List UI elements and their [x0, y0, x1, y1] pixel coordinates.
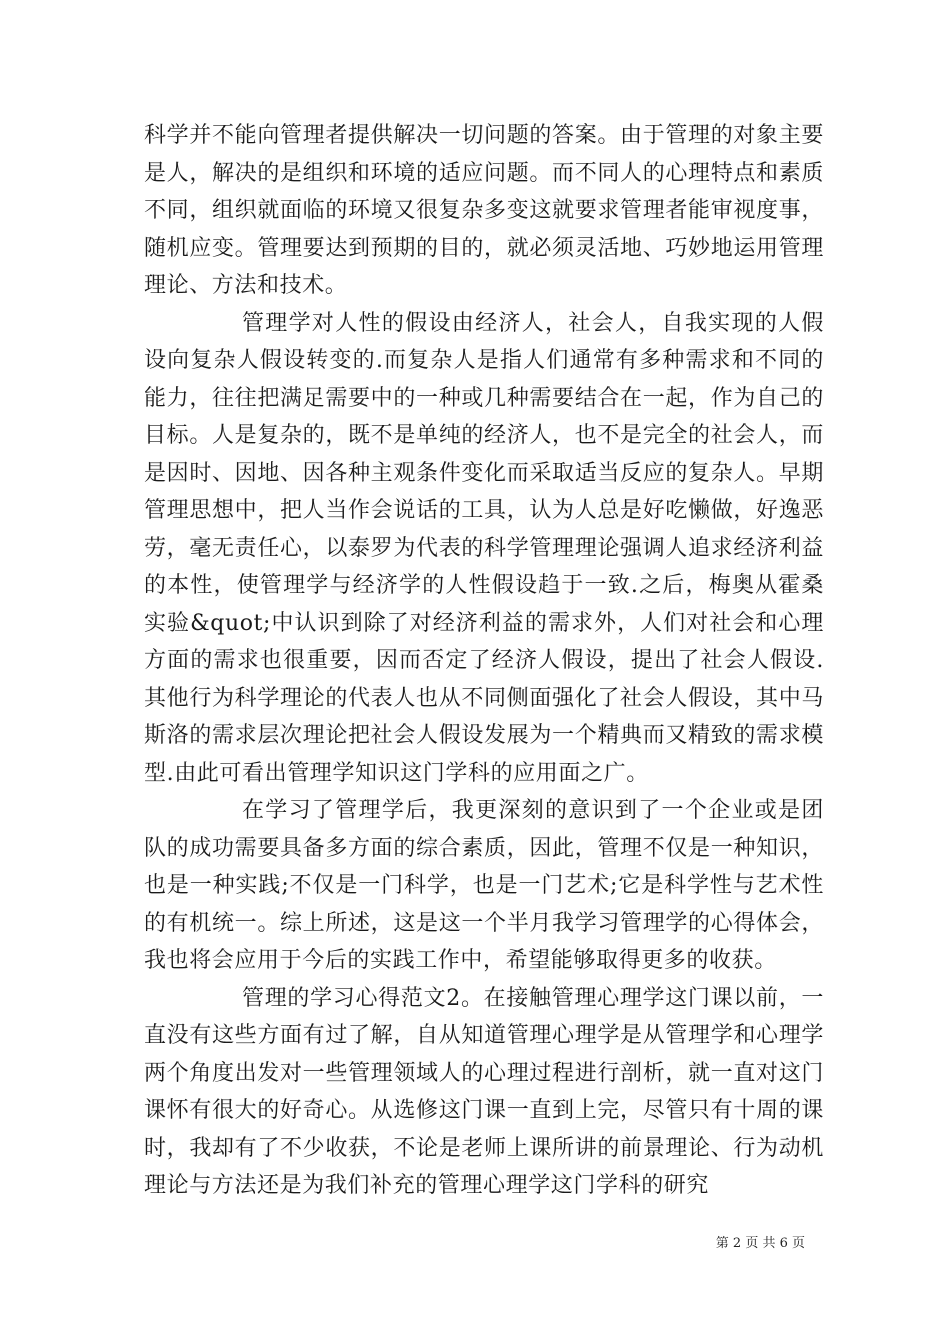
document-body [144, 117, 824, 1205]
paragraph-2: 管理学对人性的假设由经济人，社会人，自我实现的人假设向复杂人假设转变的.而复杂人是指人们通常有多种需求和不同的能力，往往把满足需要中的一种或几种需要结合在一起，作为自己的目标。人是复杂的，既不是单纯的经济人，也不是完全的社会人，而是因时、因地、因各种主观条件变化而采取适当反应的复杂人。早期管理思想中，把人当作会说话的工具，认为人总是好吃懒做，好逸恶劳，毫无责任心，以泰罗为代表的科学管理理论强调人追求经济利益的本性，使管理学与经济学的人性假设趋于一致.之后，梅奥从霍桑实验&quot;中认识到除了对经济利益的需求外，人们对社会和心理方面的需求也很重要，因而否定了经济人假设，提出了社会人假设.其他行为科学理论的代表人也从不同侧面强化了社会人假设，其中马斯洛的需求层次理论把社会人假设发展为一个精典而又精致的需求模型.由此可看出管理学知识这门学科的应用面之广。 [144, 310, 824, 786]
paragraph-4: 管理的学习心得范文2。在接触管理心理学这门课以前，一直没有这些方面有过了解，自从知道管理心理学是从管理学和心理学两个角度出发对一些管理领域人的心理过程进行剖析，就一直对这门课怀有很大的好奇心。从选修这门课一直到上完，尽管只有十周的课时，我却有了不少收获，不论是老师上课所讲的前景理论、行为动机理论与方法还是为我们补充的管理心理学这门学科的研究 [144, 985, 824, 1198]
page-number-footer: 第 2 页 共 6 页 [715, 1236, 805, 1251]
paragraph-1: 科学并不能向管理者提供解决一切问题的答案。由于管理的对象主要是人，解决的是组织和环境的适应问题。而不同人的心理特点和素质不同，组织就面临的环境又很复杂多变这就要求管理者能审视度事，随机应变。管理要达到预期的目的，就必须灵活地、巧妙地运用管理理论、方法和技术。 [144, 123, 824, 298]
paragraph-3: 在学习了管理学后，我更深刻的意识到了一个企业或是团队的成功需要具备多方面的综合素质，因此，管理不仅是一种知识，也是一种实践;不仅是一门科学，也是一门艺术;它是科学性与艺术性的有机统一。综上所述，这是这一个半月我学习管理学的心得体会，我也将会应用于今后的实践工作中，希望能够取得更多的收获。 [144, 798, 824, 973]
